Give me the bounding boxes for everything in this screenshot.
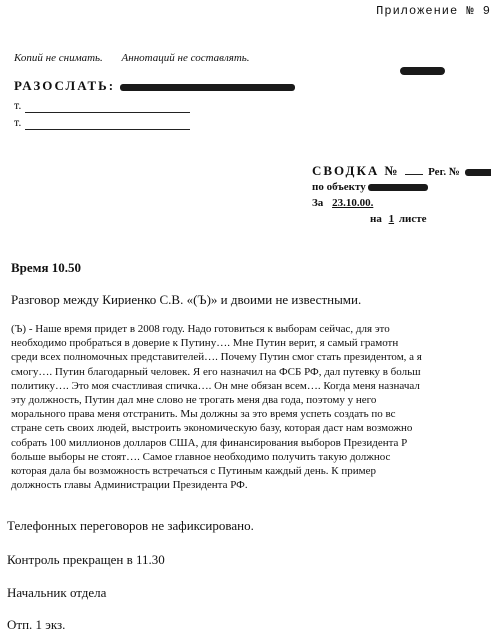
transcript-line: (Ъ) - Наше время придет в 2008 году. Надо готовиться к выборам сейчас, для это — [11, 323, 390, 335]
redaction-mark — [400, 67, 445, 75]
recipient-label: т. — [14, 115, 22, 129]
object-line — [312, 181, 428, 193]
control-ended-note: Контроль прекращен в 11.30 — [7, 552, 165, 567]
pages-suffix: листе — [398, 213, 427, 225]
transcript-line: среди всех полномочных представителей…. Почему Путин смог стать президентом, а я — [11, 351, 422, 364]
recipient-label: т. — [14, 98, 22, 112]
blank-line — [25, 119, 190, 130]
transcript-line: смогу…. Путин благодарный человек. Я его назначил на ФСБ РФ, дал путевку в больш — [11, 365, 421, 378]
no-copy-note: Копий не снимать. — [14, 52, 103, 64]
transcript-line: необходимо пробраться в доверие к Путину…. Мне Путин верит, я самый грамотн — [11, 337, 399, 350]
object-label: по объекту — [312, 181, 366, 193]
pages-line — [370, 213, 427, 225]
transcript-line: которая дала бы возможность встречаться с Путиным каждый день. К пример — [11, 465, 376, 478]
blank-line — [25, 102, 190, 113]
transcript-line: собрать 100 миллионов долларов США, для финансирования выборов Президента Р — [11, 436, 408, 449]
report-time: Время 10.50 — [11, 260, 82, 275]
restriction-notes — [14, 52, 250, 64]
transcript-line: должность главы Администрации Президента РФ. — [11, 479, 248, 492]
transcript-body — [11, 322, 491, 492]
summary-title: СВОДКА № — [312, 163, 400, 178]
transcript-line: морального права меня отстранить. Мы должны за это время успеть создать по вс — [11, 408, 396, 421]
pages-prefix: на — [370, 213, 382, 225]
transcript-line: политику…. Это моя счастливая спичка…. Он мне обязан всем…. Когда меня назначал — [11, 379, 420, 392]
transcript-line: больше выборы не стоят…. Самое главное необходимо получить такую должнос — [11, 450, 391, 463]
transcript-line: стране сеть своих людей, выстроить экономическую базу, которая даст нам возможно — [11, 422, 413, 435]
date-value: 23.10.00. — [332, 197, 374, 209]
distribute-label: РАЗОСЛАТЬ: — [14, 78, 116, 93]
pages-value: 1 — [388, 213, 395, 225]
recipient-line-1 — [14, 98, 190, 113]
transcript-line: эту должность, Путин дал мне слово не трогать меня два года, поэтому у него — [11, 394, 377, 407]
date-line — [312, 197, 373, 209]
recipient-line-2 — [14, 115, 190, 130]
redaction-mark — [368, 184, 428, 191]
redaction-mark — [120, 84, 295, 91]
date-label: За — [312, 197, 324, 209]
chief-signature: Начальник отдела — [7, 585, 107, 600]
conversation-title: Разговор между Кириенко С.В. «(Ъ)» и двоими не известными. — [11, 292, 362, 307]
blank-line — [405, 174, 423, 175]
copies-note: Отп. 1 экз. — [7, 617, 66, 632]
distribute-line — [14, 78, 295, 94]
no-calls-note: Телефонных переговоров не зафиксировано. — [7, 518, 254, 533]
redaction-mark — [465, 169, 491, 176]
no-annotation-note: Аннотаций не составлять. — [121, 52, 250, 64]
reg-label: Рег. № — [428, 166, 460, 178]
summary-header — [312, 163, 491, 179]
appendix-number: Приложение № 9 — [376, 4, 491, 18]
